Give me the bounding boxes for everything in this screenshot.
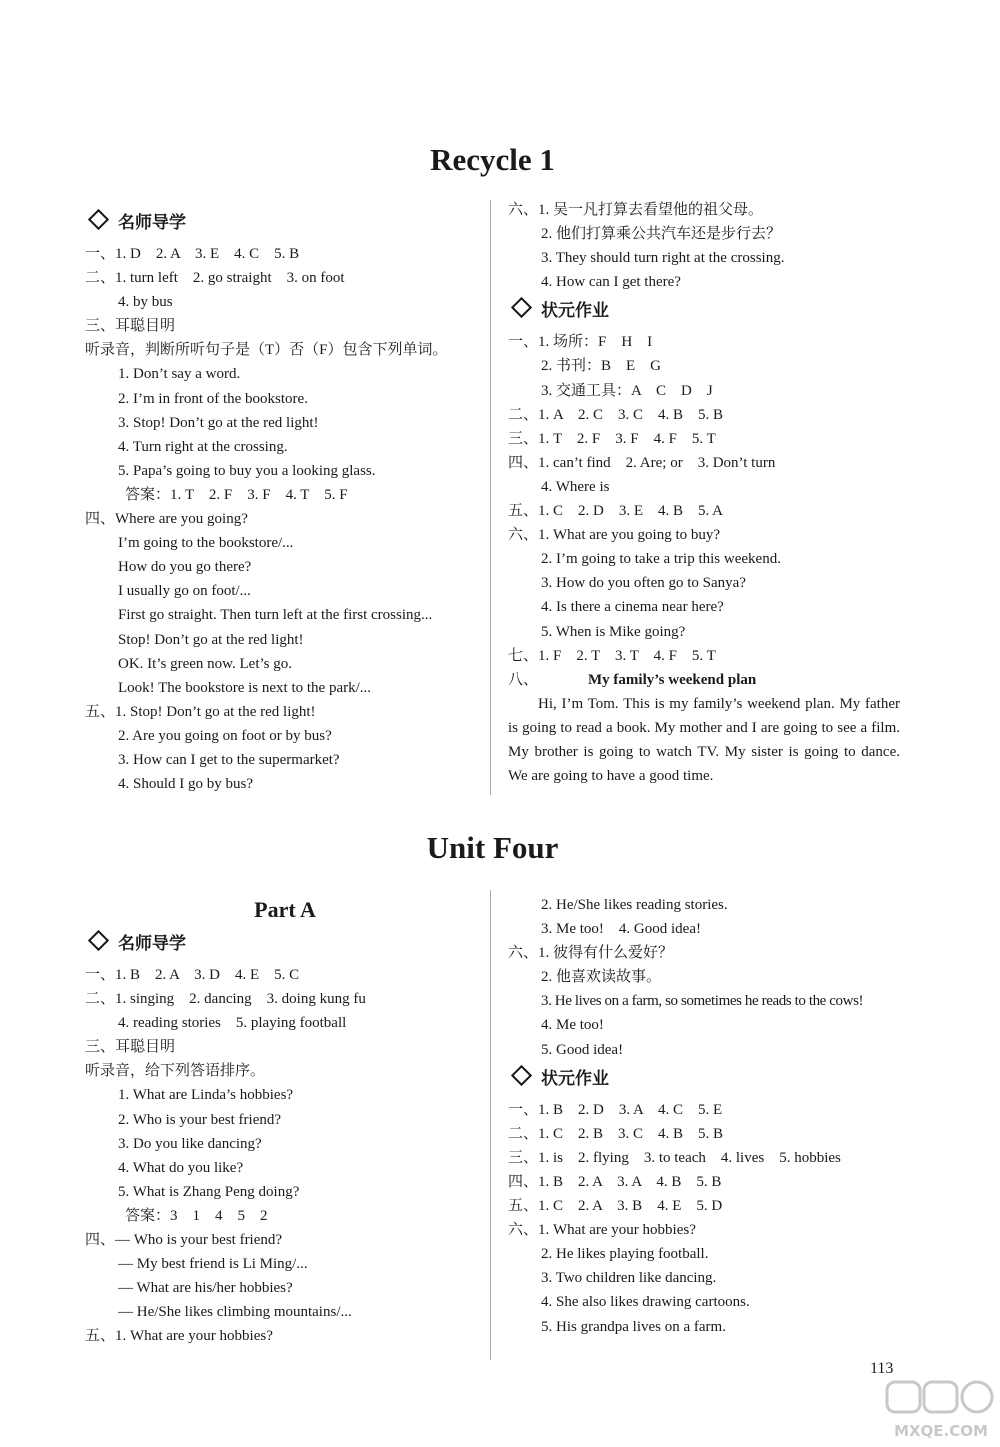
answer-line: 一、1. D 2. A 3. E 4. C 5. B [85,246,300,262]
answer-line: 2. 他喜欢读故事。 [541,969,662,986]
answer-line: 六、1. 彼得有什么爱好？ [508,945,674,962]
answer-line: 4. Where is [541,478,610,495]
answer-line: 3. He lives on a farm, so sometimes he reads to the cows! [541,993,864,1010]
svg-text:MXQE.COM: MXQE.COM [894,1422,988,1440]
answer-line: 4. She also likes drawing cartoons. [541,1294,750,1311]
answer-line: 4. Me too! [541,1017,604,1034]
essay-heading-line: 八、 My family’s weekend plan [508,671,757,688]
section-heading-zhuangyuan: 状元作业 [508,296,900,326]
answer-line: 2. 书刊：B E G [541,358,662,375]
answer-line: 五、1. Stop! Don’t go at the red light! [85,703,316,720]
answer-line: 1. What are Linda’s hobbies? [118,1087,294,1104]
answer-line: 3. Stop! Don’t go at the red light! [118,414,319,431]
answer-line: 3. Me too! 4. Good idea! [541,921,701,938]
page-number: 113 [870,1360,894,1377]
diamond-icon [88,209,109,230]
answer-line: 2. Who is your best friend? [118,1111,282,1128]
answer-line: 2. 他们打算乘公共汽车还是步行去？ [541,226,782,243]
answer-line: OK. It’s green now. Let’s go. [118,655,292,672]
instruction-line: 听录音，判断所听句子是（T）否（F）包含下列单词。 [85,342,448,359]
answer-line: 5. What is Zhang Peng doing? [118,1183,300,1200]
answer-line: 2. He/She likes reading stories. [541,897,728,913]
answer-line: 4. by bus [118,294,173,311]
answer-key-line: 答案：3 1 4 5 2 [125,1207,268,1224]
answer-line: 4. Should I go by bus? [118,776,253,793]
essay-title: My family’s weekend plan [588,671,757,688]
answer-line: 五、1. C 2. A 3. B 4. E 5. D [508,1198,723,1215]
answer-line: 4. Turn right at the crossing. [118,438,288,455]
answer-line: 2. He likes playing football. [541,1246,709,1263]
answer-line: 三、耳聪目明 [85,318,176,335]
answer-line: I usually go on foot/... [118,583,251,600]
instruction-line: 听录音，给下列答语排序。 [85,1063,266,1080]
answer-line: — He/She likes climbing mountains/... [118,1304,352,1321]
answer-line: 5. His grandpa lives on a farm. [541,1318,726,1335]
answer-line: 六、1. What are you going to buy? [508,527,721,544]
answer-line: 一、1. 场所：F H I [508,334,653,351]
answer-line: Stop! Don’t go at the red light! [118,631,304,648]
answer-line: 二、1. C 2. B 3. C 4. B 5. B [508,1125,724,1142]
section-heading-mingshi: 名师导学 [85,208,485,238]
answer-line: 3. Two children like dancing. [541,1270,717,1287]
answer-line: How do you go there? [118,559,252,576]
answer-line: 3. Do you like dancing? [118,1135,262,1152]
column-divider [490,200,491,795]
answer-line: First go straight. Then turn left at the first crossing... [118,607,433,624]
answer-line: 4. How can I get there? [541,274,681,291]
answer-line: 2. I’m going to take a trip this weekend. [541,551,781,568]
answer-line: 二、1. A 2. C 3. C 4. B 5. B [508,406,724,423]
answer-line: I’m going to the bookstore/... [118,535,294,552]
answer-key-line: 答案：1. T 2. F 3. F 4. T 5. F [125,486,348,503]
column-divider [490,890,491,1360]
diamond-icon [88,930,109,951]
diamond-icon [511,1065,532,1086]
answer-line: 七、1. F 2. T 3. T 4. F 5. T [508,647,716,664]
part-heading: Part A [254,897,316,922]
answer-line: 六、1. What are your hobbies? [508,1222,696,1239]
unit-left-column [85,893,485,1349]
unit-right-column [508,893,900,1339]
answer-line: 三、1. is 2. flying 3. to teach 4. lives 5. hobbies [508,1149,841,1166]
answer-line: 2. I’m in front of the bookstore. [118,390,308,407]
answer-line: 3. They should turn right at the crossing. [541,250,785,267]
answer-line: 三、耳聪目明 [85,1039,176,1056]
answer-line: 五、1. C 2. D 3. E 4. B 5. A [508,503,724,520]
section-heading-zhuangyuan: 状元作业 [508,1064,900,1094]
answer-line: 一、1. B 2. D 3. A 4. C 5. E [508,1101,723,1118]
answer-line: 六、1. 吴一凡打算去看望他的祖父母。 [508,202,764,218]
answer-line: 3. How do you often go to Sanya? [541,575,746,592]
unit-title: Unit Four [426,830,559,865]
answer-line: 二、1. singing 2. dancing 3. doing kung fu [85,991,366,1008]
diamond-icon [511,297,532,318]
answer-line: 5. Good idea! [541,1041,624,1058]
answer-line: 3. 交通工具：A C D J [541,382,713,399]
answer-line: Look! The bookstore is next to the park/... [118,679,372,696]
answer-line: 1. Don’t say a word. [118,366,241,383]
answer-line: 5. When is Mike going? [541,623,686,640]
watermark-logo [885,1378,997,1442]
answer-line: 一、1. B 2. A 3. D 4. E 5. C [85,967,300,983]
recycle-left-column [85,206,485,796]
recycle-title: Recycle 1 [430,142,555,177]
answer-line: 四、Where are you going? [85,511,248,528]
recycle-right-column [508,198,900,788]
section-heading-mingshi: 名师导学 [85,929,485,959]
answer-line: — My best friend is Li Ming/... [118,1256,308,1273]
answer-line: 四、1. B 2. A 3. A 4. B 5. B [508,1173,722,1190]
answer-line: 三、1. T 2. F 3. F 4. F 5. T [508,430,716,447]
answer-line: 4. Is there a cinema near here? [541,599,724,616]
answer-line: 3. How can I get to the supermarket? [118,751,340,768]
answer-line: 四、1. can’t find 2. Are; or 3. Don’t turn [508,454,776,471]
answer-line: 4. What do you like? [118,1159,244,1176]
answer-line: 2. Are you going on foot or by bus? [118,727,332,744]
answer-line: — What are his/her hobbies? [118,1280,293,1297]
answer-line: 五、1. What are your hobbies? [85,1328,273,1345]
answer-line: 二、1. turn left 2. go straight 3. on foot [85,270,345,287]
answer-line: 4. reading stories 5. playing football [118,1015,347,1032]
essay-paragraph: Hi, I’m Tom. This is my family’s weekend plan. My father is going to read a book. My mother and I are going to see a film. My brother is going to watch TV. My sister is going to dance. We are going to have a good time. [508,695,900,785]
answer-line: 5. Papa’s going to buy you a looking glass. [118,462,376,479]
answer-line: 四、— Who is your best friend? [85,1232,283,1249]
